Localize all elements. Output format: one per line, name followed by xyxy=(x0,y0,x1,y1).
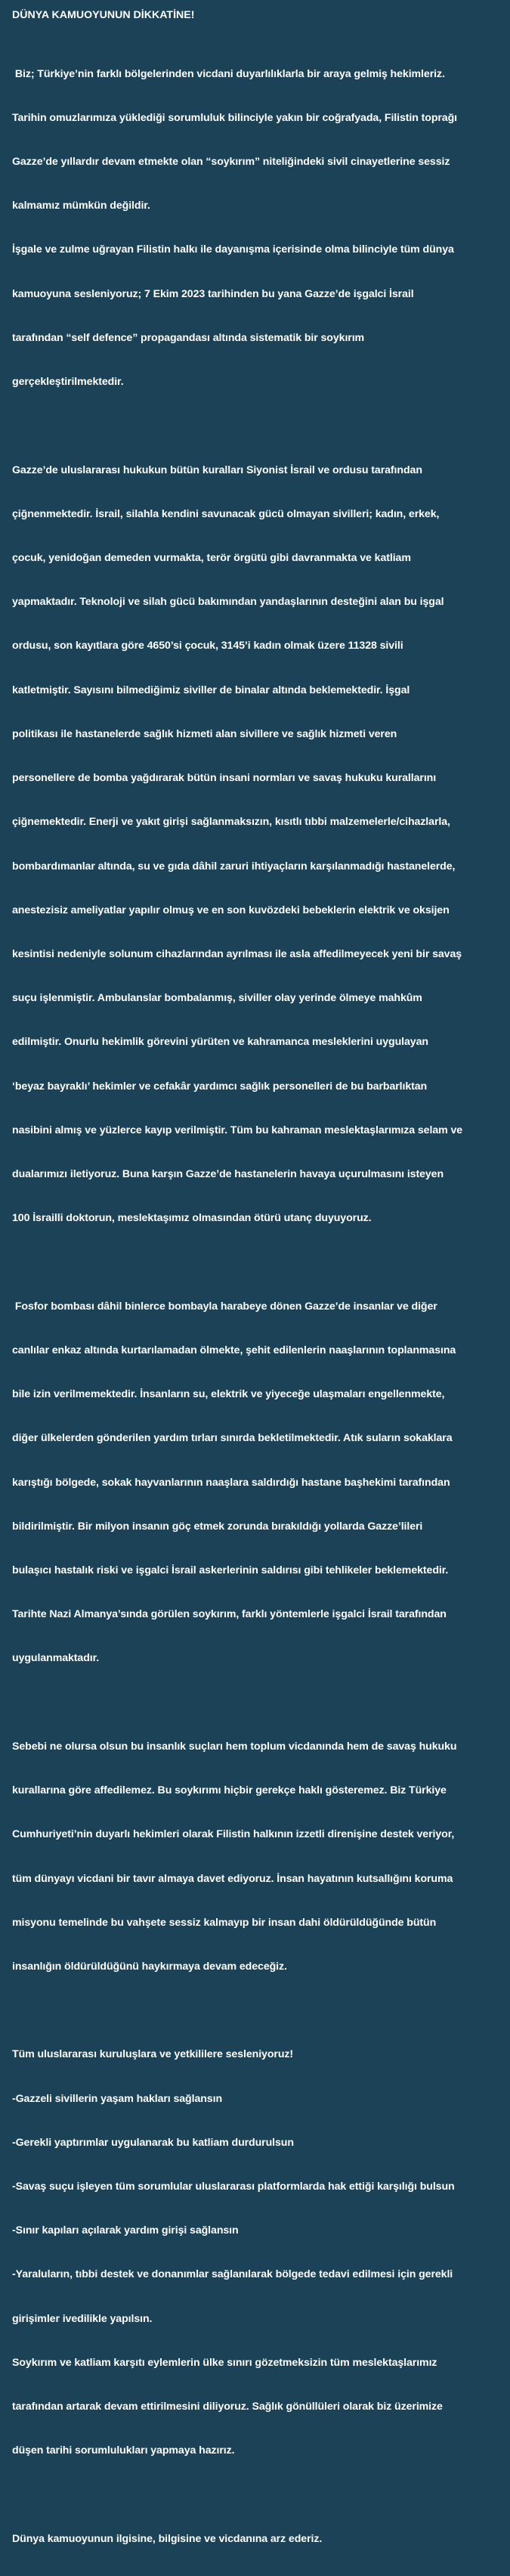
paragraph-law-violations xyxy=(12,434,499,1256)
text-line: ordusu, son kayıtlara göre 4650’si çocuk, 3145’i kadın olmak üzere 11328 sivili xyxy=(12,640,403,653)
text-line: uygulanmaktadır. xyxy=(12,1652,100,1665)
text-line: Tarihte Nazi Almanya’sında görülen soykırım, farklı yöntemlerle işgalci İsrail tarafından xyxy=(12,1608,447,1621)
text-line: Tüm uluslararası kuruluşlara ve yetkililere sesleniyoruz! xyxy=(12,2048,294,2061)
text-line: girişimler ivedilikle yapılsın. xyxy=(12,2312,153,2325)
text-line: Gazze’de yıllardır devam etmekte olan “soykırım” niteliğindeki sivil cinayetlerine sessiz xyxy=(12,156,450,169)
text-line: nasibini almış ve yüzlerce kayıp verilmiştir. Tüm bu kahraman meslektaşlarımıza selam ve xyxy=(12,1124,463,1136)
text-line: çocuk, yenidoğan demeden vurmakta, terör örgütü gibi davranmakta ve katliam xyxy=(12,552,411,564)
paragraph-intro xyxy=(12,38,499,420)
text-line: tüm dünyayı vicdani bir tavır almaya davet ediyoruz. İnsan hayatının kutsallığını koruma xyxy=(12,1872,453,1885)
text-line: personellere de bomba yağdırarak bütün insani normları ve savaş hukuku kurallarını xyxy=(12,772,437,785)
text-line: canlılar enkaz altında kurtarılamadan ölmekte, şehit edilenlerin naaşlarının toplanmasına xyxy=(12,1344,456,1356)
text-line: insanlığın öldürüldüğünü haykırmaya devam edeceğiz. xyxy=(12,1960,287,1973)
text-line: bulaşıcı hastalık riski ve işgalci İsrail askerlerinin saldırısı gibi tehlikeler beklemektedir. xyxy=(12,1564,449,1577)
text-line: çiğnenmektedir. İsrail, silahla kendini savunacak gücü olmayan sivilleri; kadın, erkek, xyxy=(12,507,440,520)
text-line: İşgale ve zulme uğrayan Filistin halkı ile dayanışma içerisinde olma bilinciyle tüm dünya xyxy=(12,243,454,256)
text-line: yapmaktadır. Teknoloji ve silah gücü bakımından yandaşlarının desteğini alan bu işgal xyxy=(12,596,444,609)
text-line: bile izin verilmemektedir. İnsanların su, elektrik ve yiyeceğe ulaşmaları engellenmekte, xyxy=(12,1388,445,1401)
text-line: kesintisi nedeniyle solunum cihazlarından ayrılması ile asla affedilmeyecek yeni bir savaş xyxy=(12,947,462,960)
text-line: Gazze’de uluslararası hukukun bütün kuralları Siyonist İsrail ve ordusu tarafından xyxy=(12,463,422,476)
text-line: tarafından “self defence” propagandası altında sistematik bir soykırım xyxy=(12,331,365,344)
text-line: bombardımanlar altında, su ve gıda dâhil zaruri ihtiyaçların karşılanmadığı hastanelerde, xyxy=(12,860,456,873)
text-line: Biz; Türkiye’nin farklı bölgelerinden vicdani duyarlılıklarla bir araya gelmiş hekimleriz. xyxy=(12,67,445,80)
text-line: kurallarına göre affedilemez. Bu soykırımı hiçbir gerekçe haklı gösteremez. Biz Türkiye xyxy=(12,1784,447,1797)
paragraph-closing xyxy=(12,2503,499,2576)
text-line: Soykırım ve katliam karşıtı eylemlerin ülke sınırı gözetmeksizin tüm meslektaşlarımız xyxy=(12,2356,437,2369)
text-line: Fosfor bombası dâhil binlerce bombayla harabeye dönen Gazze’de insanlar ve diğer xyxy=(12,1300,437,1313)
text-line: karıştığı bölgede, sokak hayvanlarının naaşlara saldırdığı hastane başhekimi tarafından xyxy=(12,1476,450,1489)
text-line: çiğnemektedir. Enerji ve yakıt girişi sağlanmaksızın, kısıtlı tıbbi malzemelerle/cihazlarla, xyxy=(12,816,450,829)
text-line: gerçekleştirilmektedir. xyxy=(12,376,124,389)
text-line: düşen tarihi sorumlulukları yapmaya hazırız. xyxy=(12,2444,235,2457)
document-heading: DÜNYA KAMUOYUNUN DİKKATİNE! xyxy=(12,9,195,21)
text-line: kamuoyuna sesleniyoruz; 7 Ekim 2023 tarihinden bu yana Gazze’de işgalci İsrail xyxy=(12,287,414,300)
text-line: Sebebi ne olursa olsun bu insanlık suçları hem toplum vicdanında hem de savaş hukuku xyxy=(12,1740,457,1753)
text-line: katletmiştir. Sayısını bilmediğimiz siviller de binalar altında beklemektedir. İşgal xyxy=(12,684,410,696)
paragraph-demands xyxy=(12,2019,499,2488)
text-line: tarafından artarak devam ettirilmesini diliyoruz. Sağlık gönüllüleri olarak biz üzerimize xyxy=(12,2401,443,2413)
list-item: -Sınır kapıları açılarak yardım girişi sağlansın xyxy=(12,2224,239,2237)
text-line: politikası ile hastanelerde sağlık hizmeti alan sivillere ve sağlık hizmeti veren xyxy=(12,727,397,740)
paragraph-humanitarian-crisis xyxy=(12,1270,499,1696)
text-line: 100 İsrailli doktorun, meslektaşımız olmasından ötürü utanç duyuyoruz. xyxy=(12,1212,372,1225)
list-item: -Gerekli yaptırımlar uygulanarak bu katliam durdurulsun xyxy=(12,2136,294,2149)
text-line: bildirilmiştir. Bir milyon insanın göç etmek zorunda bırakıldığı yollarda Gazze’lileri xyxy=(12,1520,423,1533)
text-line: ‘beyaz bayraklı’ hekimler ve cefakâr yardımcı sağlık personelleri de bu barbarlıktan xyxy=(12,1080,428,1093)
text-line: edilmiştir. Onurlu hekimlik görevini yürüten ve kahramanca mesleklerini uygulayan xyxy=(12,1036,428,1049)
text-line: kalmamız mümkün değildir. xyxy=(12,200,150,212)
text-line: misyonu temelinde bu vahşete sessiz kalmayıp bir insan dahi öldürüldüğünde bütün xyxy=(12,1916,437,1929)
text-line: anestezisiz ameliyatlar yapılır olmuş ve en son kuvözdeki bebeklerin elektrik ve oksijen xyxy=(12,904,450,916)
text-line: dualarımızı iletiyoruz. Buna karşın Gazze’de hastanelerin havaya uçurulmasını isteyen xyxy=(12,1168,444,1181)
list-item: -Yaraluların, tıbbi destek ve donanımlar sağlanılarak bölgede tedavi edilmesi için gerekli xyxy=(12,2268,453,2281)
text-line: Tarihin omuzlarımıza yüklediği sorumluluk bilinciyle yakın bir coğrafyada, Filistin toprağı xyxy=(12,111,458,124)
text-line: diğer ülkelerden gönderilen yardım tırları sınırda bekletilmektedir. Atık suların sokaklara xyxy=(12,1432,453,1445)
text-line: Cumhuriyeti’nin duyarlı hekimleri olarak Filistin halkının izzetli direnişine destek veriyor, xyxy=(12,1828,455,1841)
list-item: -Gazzeli sivillerin yaşam hakları sağlansın xyxy=(12,2092,223,2105)
paragraph-call-to-conscience xyxy=(12,1710,499,2004)
text-line: suçu işlenmiştir. Ambulanslar bombalanmış, siviller olay yerinde ölmeye mahkûm xyxy=(12,992,422,1005)
list-item: -Savaş suçu işleyen tüm sorumlular uluslararası platformlarda hak ettiği karşılığı bulsun xyxy=(12,2181,455,2193)
text-line: Dünya kamuoyunun ilgisine, bilgisine ve vicdanına arz ederiz. xyxy=(12,2532,323,2545)
